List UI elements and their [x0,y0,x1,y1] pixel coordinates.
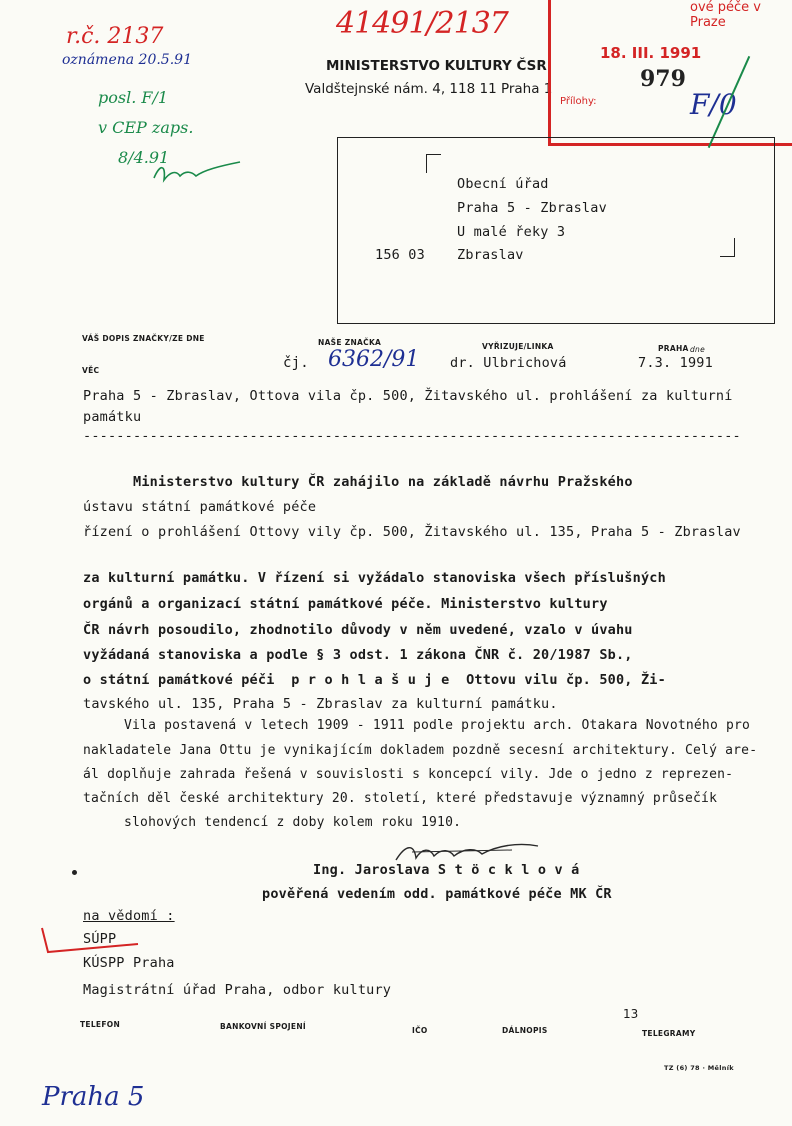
handwritten-note: 8/4.91 [118,148,170,167]
copies-heading: na vědomí : [83,908,175,924]
body-line: ČR návrh posoudilo, zhodnotilo důvody v něm uvedené, vzalo v úvahu [83,622,633,638]
footer-telex-label: DÁLNOPIS [502,1026,548,1035]
subject-line: Praha 5 - Zbraslav, Ottova vila čp. 500, Žitavského ul. prohlášení za kulturní [83,388,733,404]
body-line: za kulturní památku. V řízení si vyžádalo stanoviska všech příslušných [83,570,666,586]
handwritten-note: v CEP zaps. [98,118,194,137]
recipient-name: Obecní úřad [457,176,549,192]
footer-telegram-label: TELEGRAMY [642,1029,696,1038]
address-corner-mark [720,238,735,257]
registration-number: 41491/2137 [336,6,508,41]
date-label: dne [690,345,706,354]
handled-by-label: VYŘIZUJE/LINKA [482,342,554,351]
stamp-header: ové péče v Praze [690,0,761,30]
signatory-title: pověřená vedením odd. památkové péče MK ČR [262,886,612,902]
copy-recipient: Magistrátní úřad Praha, odbor kultury [83,982,392,998]
body-line: vyžádaná stanoviska a podle § 3 odst. 1 zákona ČNR č. 20/1987 Sb., [83,647,633,663]
ministry-address: Valdštejnské nám. 4, 118 11 Praha 1 [305,81,553,97]
stamp-number: 979 [640,66,686,92]
recipient-street: U malé řeky 3 [457,224,566,240]
page-number: 13 [623,1007,639,1021]
subject-line: památku [83,409,142,425]
footer-id-label: IČO [412,1026,428,1035]
body-line: tavského ul. 135, Praha 5 - Zbraslav za kulturní památku. [83,696,558,712]
place-label: PRAHA [658,344,689,353]
stamp-date: 18. III. 1991 [600,44,702,62]
bullet-dot [72,870,77,875]
body-line: řízení o prohlášení Ottovy vily čp. 500, Žitavského ul. 135, Praha 5 - Zbraslav [83,524,741,540]
body-line: slohových tendencí z doby kolem roku 1910. [124,815,462,830]
subject-label: VĚC [82,366,100,375]
body-line: tačních děl české architektury 20. století, které představuje významný průsečík [83,791,718,806]
stamp-attachments-label: Přílohy: [560,96,597,107]
ministry-name: MINISTERSTVO KULTURY ČSR [326,58,547,74]
print-code: TZ (6) 78 · Mělník [664,1064,734,1072]
body-line: o státní památkové péči p r o h l a š u j e Ottovu vilu čp. 500, Ži- [83,672,666,688]
copy-recipient: KÚSPP Praha [83,955,175,971]
handwritten-location-note: Praha 5 [42,1082,145,1112]
recipient-city: Praha 5 - Zbraslav [457,200,607,216]
footer-phone-label: TELEFON [80,1020,121,1029]
body-line: Ministerstvo kultury ČR zahájilo na základě návrhu Pražského [133,474,633,490]
footer-bank-label: BANKOVNÍ SPOJENÍ [220,1022,306,1031]
announced-note: oznámena 20.5.91 [62,52,192,68]
letter-date: 7.3. 1991 [638,355,713,371]
our-ref-label: NAŠE ZNAČKA [318,338,382,347]
body-line: orgánů a organizací státní památkové péče. Ministerstvo kultury [83,596,608,612]
handwritten-note: posl. F/1 [98,88,169,107]
body-line: ál doplňuje zahrada řešená v souvislosti s koncepcí vily. Jde o jedno z reprezen- [83,767,734,782]
body-line: nakladatele Jana Ottu je vynikajícím dokladem pozdně secesní architektury. Celý are- [83,743,758,758]
recipient-town: Zbraslav [457,247,524,263]
recipient-postal-code: 156 03 [375,247,425,263]
rc-note: r.č. 2137 [66,24,164,49]
body-line: Vila postavená v letech 1909 - 1911 podle projektu arch. Otakara Novotného pro [124,718,751,733]
your-letter-label: VÁŠ DOPIS ZNAČKY/ZE DNE [82,334,205,343]
cj-number: 6362/91 [328,347,420,372]
body-line: ústavu státní památkové péče [83,499,317,515]
copy-recipient: SÚPP [83,931,117,947]
initials-signature [150,158,242,188]
stamp-reference: F/0 [690,88,737,121]
cj-label: čj. [283,355,309,371]
handler-name: dr. Ulbrichová [450,355,567,371]
dashed-rule: ------------------------------------------------------------------------------- [83,428,741,444]
signatory-name: Ing. Jaroslava S t ö c k l o v á [313,862,580,878]
address-corner-mark [426,154,441,173]
